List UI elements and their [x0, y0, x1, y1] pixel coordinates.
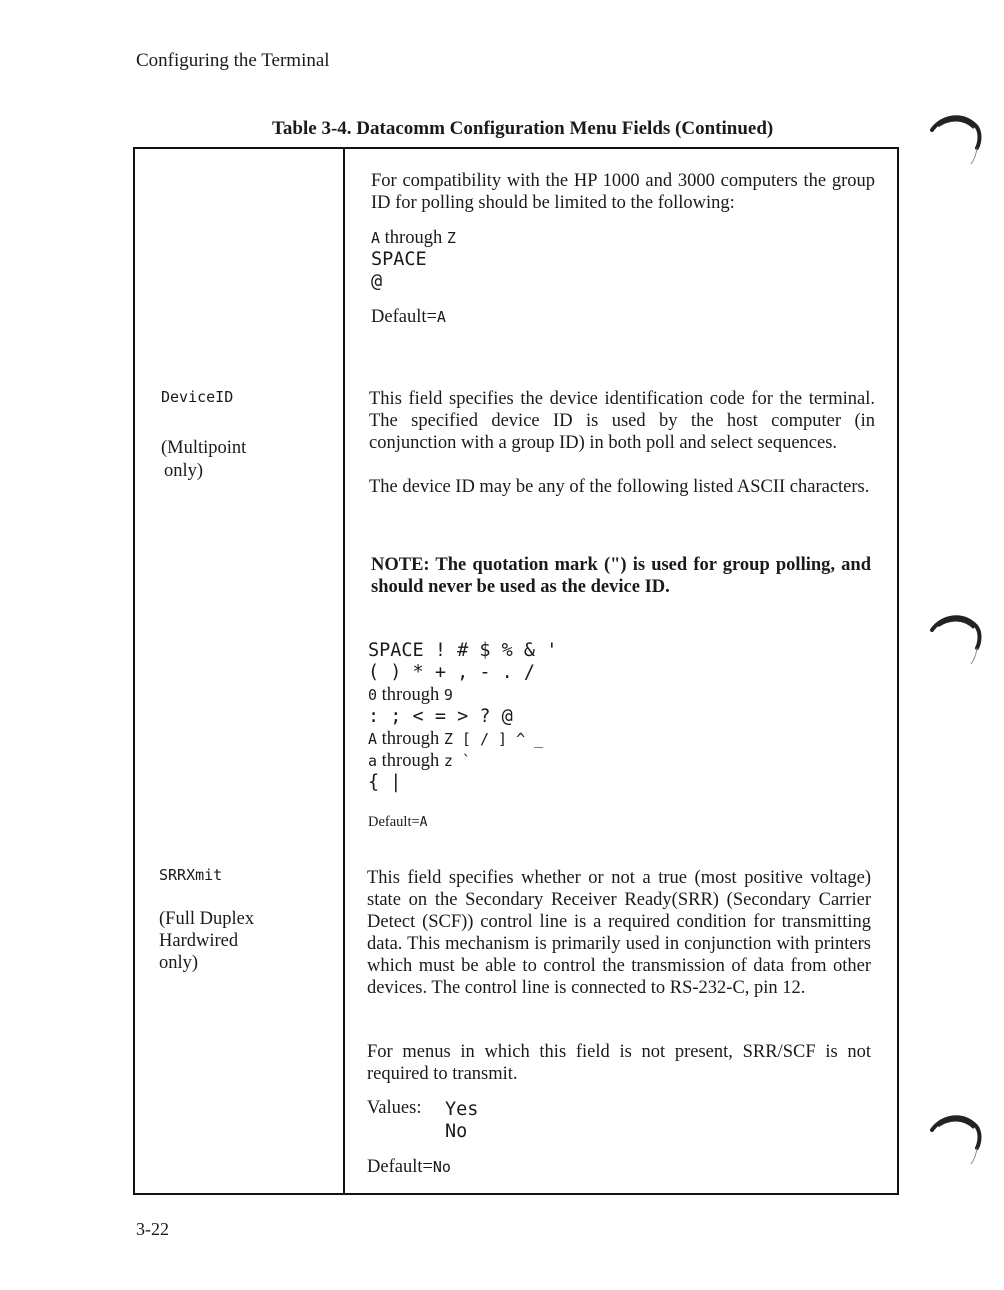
srrxmit-value-no: No [445, 1121, 468, 1142]
deviceid-paragraph-1: This field specifies the device identification code for the terminal. The specified device ID is used by the host computer (in conjunction with a group ID) in both poll and select sequences. [369, 389, 875, 453]
deviceid-chars-row: A through Z [ / ] ^ _ [368, 729, 544, 749]
deviceid-paragraph-2: The device ID may be any of the following listed ASCII characters. [369, 477, 870, 497]
group-id-list-item: SPACE [371, 249, 427, 270]
deviceid-chars-row: { | [368, 772, 402, 793]
deviceid-note: NOTE: The quotation mark (") is used for group polling, and should never be used as the device ID. [371, 555, 871, 597]
group-id-paragraph: For compatibility with the HP 1000 and 3000 computers the group ID for polling should be limited to the following: [371, 171, 875, 213]
binding-mark-icon [928, 1108, 984, 1168]
deviceid-qualifier: only) [164, 461, 204, 481]
field-name-deviceid: DeviceID [161, 388, 234, 406]
srrxmit-value-yes: Yes [445, 1099, 479, 1120]
binding-mark-icon [928, 108, 984, 168]
deviceid-chars-row: SPACE ! # $ % & ' [368, 640, 558, 661]
running-head: Configuring the Terminal [136, 50, 330, 71]
deviceid-qualifier: (Multipoint [161, 438, 247, 458]
srrxmit-qualifier: (Full Duplex [159, 909, 255, 929]
page-number: 3-22 [136, 1219, 169, 1239]
group-id-list-item: A through Z [371, 228, 456, 248]
binding-mark-icon [928, 608, 984, 668]
srrxmit-paragraph-2: For menus in which this field is not present, SRR/SCF is not required to transmit. [367, 1042, 871, 1084]
field-name-srrxmit: SRRXmit [159, 866, 223, 884]
deviceid-chars-row: 0 through 9 [368, 685, 453, 705]
srrxmit-paragraph-1: This field specifies whether or not a true (most positive voltage) state on the Secondary Receiver Ready(SRR) (Secondary Carrier Detect (SCF)) control line is a required condition for transmitting data. This mechanism is primarily used in conjunction with printers which must be able to control the transmission of data from other devices. The control line is connected to RS-232-C, pin 12. [367, 868, 871, 998]
deviceid-chars-row: : ; < = > ? @ [368, 706, 513, 727]
column-divider [343, 147, 345, 1195]
deviceid-default: Default=A [368, 814, 428, 830]
group-id-list-item: @ [371, 271, 383, 292]
srrxmit-default: Default=No [367, 1157, 451, 1177]
deviceid-chars-row: ( ) * + , - . / [368, 662, 536, 683]
srrxmit-qualifier: Hardwired [159, 931, 239, 951]
srrxmit-values-label: Values: [367, 1098, 422, 1118]
srrxmit-qualifier: only) [159, 953, 199, 973]
deviceid-chars-row: a through z ` [368, 751, 471, 771]
table-title: Table 3-4. Datacomm Configuration Menu Fields (Continued) [272, 118, 774, 139]
group-id-default: Default=A [371, 307, 446, 327]
